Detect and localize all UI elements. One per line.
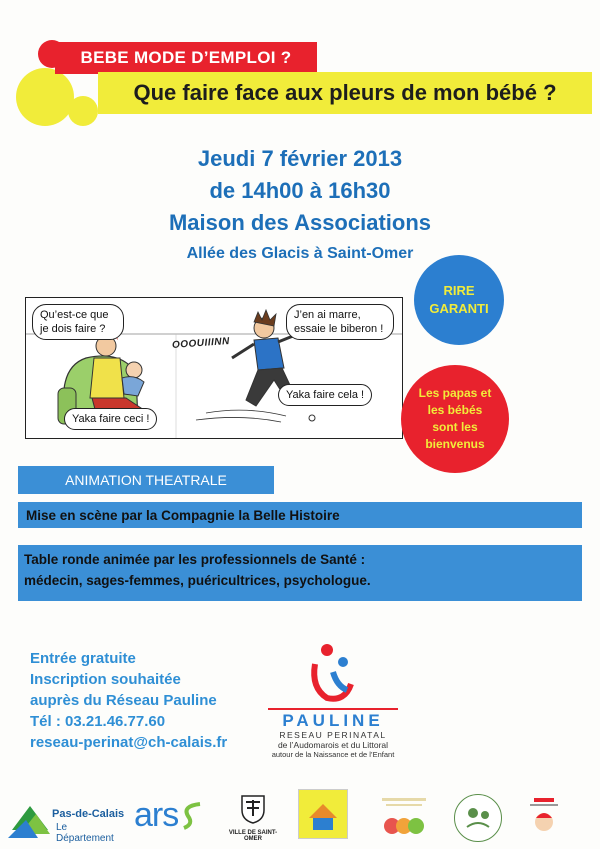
contact-phone: Tél : 03.21.46.77.60 xyxy=(30,713,166,730)
badge-papas-text: Les papas et les bébés sont les bienvenus xyxy=(418,386,492,451)
event-address: Allée des Glacis à Saint-Omer xyxy=(186,245,414,262)
comic-bubble-yaka-cela: Yaka faire cela ! xyxy=(278,384,372,406)
contact-registration: Inscription souhaitée xyxy=(30,671,181,688)
badge-rire-text: RIRE GARANTI xyxy=(429,283,489,316)
kicker-banner: BEBE MODE D’EMPLOI ? xyxy=(55,42,317,74)
event-date: Jeudi 7 février 2013 xyxy=(197,146,403,171)
decor-circle-yellow-large xyxy=(16,68,74,126)
contact-block xyxy=(30,648,227,753)
saint-omer-name: VILLE DE SAINT-OMER xyxy=(228,830,278,842)
ars-wordmark: ars xyxy=(134,796,179,834)
logo-ars xyxy=(134,796,212,840)
logo-centre-social xyxy=(298,789,348,839)
logo-circle-association xyxy=(454,794,502,842)
badge-rire-garanti xyxy=(414,255,504,345)
house-icon xyxy=(299,790,347,838)
table-ronde-line-2: médecin, sages-femmes, puéricultrices, psychologue. xyxy=(24,573,371,588)
logo-saint-omer xyxy=(226,794,280,842)
event-time: de 14h00 à 16h30 xyxy=(209,178,391,203)
mise-en-scene-text: Mise en scène par la Compagnie la Belle Histoire xyxy=(26,507,340,523)
comic-bubble-yaka-ceci: Yaka faire ceci ! xyxy=(64,408,157,430)
baby-icon xyxy=(520,796,568,842)
fruits-icon xyxy=(376,796,432,840)
decor-circle-yellow-small xyxy=(68,96,98,126)
ars-swirl-icon xyxy=(180,800,206,830)
contact-email: reseau-perinat@ch-calais.fr xyxy=(30,734,228,751)
logo-pas-de-calais xyxy=(8,800,126,844)
contact-entry: Entrée gratuite xyxy=(30,650,136,667)
comic-sound-effect: OOOUIIINN xyxy=(171,335,231,352)
pauline-logo xyxy=(258,640,408,760)
pauline-line-3: autour de la Naissance et de l’Enfant xyxy=(271,750,395,759)
comic-bubble-father: J’en ai marre, essaie le biberon ! xyxy=(286,304,394,340)
saint-omer-shield-icon xyxy=(240,794,266,824)
animation-heading: ANIMATION THEATRALE xyxy=(18,466,274,494)
pauline-name: PAULINE xyxy=(282,711,384,730)
pas-de-calais-icon xyxy=(8,800,52,838)
badge-papas xyxy=(401,365,509,473)
family-icon xyxy=(455,795,501,841)
pauline-line-1: RESEAU PERINATAL xyxy=(279,730,387,740)
pas-de-calais-name: Pas-de-Calais xyxy=(52,808,125,820)
pauline-line-2: de l’Audomarois et du Littoral xyxy=(277,740,389,750)
table-ronde-bar xyxy=(18,545,582,601)
pas-de-calais-subtitle: Le Département xyxy=(56,822,114,844)
comic-bubble-mother: Qu’est-ce que je dois faire ? xyxy=(32,304,124,340)
logo-association-fruits xyxy=(376,796,432,840)
event-venue: Maison des Associations xyxy=(168,210,432,235)
comic-strip xyxy=(25,297,403,439)
logo-bebe xyxy=(520,796,568,842)
pauline-mark-icon xyxy=(293,640,373,706)
contact-network: auprès du Réseau Pauline xyxy=(30,692,217,709)
page-title: Que faire face aux pleurs de mon bébé ? xyxy=(98,72,592,114)
mise-en-scene-bar xyxy=(18,502,582,528)
table-ronde-line-1: Table ronde animée par les professionnels de Santé : xyxy=(24,552,366,567)
